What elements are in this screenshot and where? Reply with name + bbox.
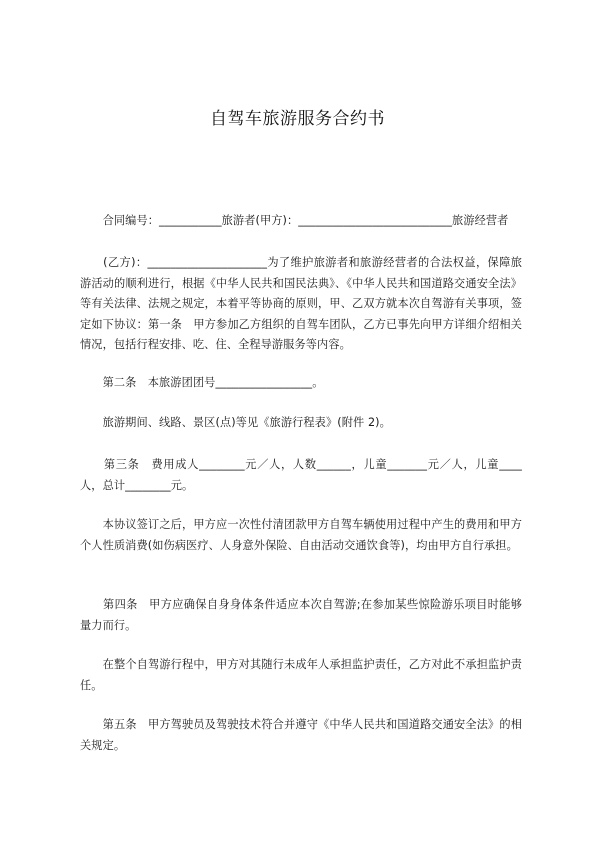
preamble-paragraph: (乙方)：_____________________为了维护旅游者和旅游经营者的合法权益，保障旅游活动的顺利进行，根据《中华人民共和国民法典》、《中华人民共和国道路交通安全法》等有关法律、法规之规定，本着平等协商的原则，甲、乙双方就本次自驾游有关事项，签定如下协议：第一条 甲方参加乙方组织的自驾车团队，乙方已事先向甲方详细介绍相关情况，包括行程安排、吃、住、全程导游服务等内容。 [80,256,522,351]
guardianship-paragraph: 在整个自驾游行程中，甲方对其随行未成年人承担监护责任，乙方对此不承担监护责任。 [80,658,522,692]
itinerary-paragraph: 旅游期间、线路、景区(点)等见《旅游行程表》(附件 2)。 [80,416,391,429]
article-5-paragraph: 第五条 甲方驾驶员及驾驶技术符合并遵守《中华人民共和国道路交通安全法》的相关规定。 [80,718,522,752]
article-3-paragraph: 第三条 费用成人________元／人，人数______，儿童_______元／人，儿童____人，总计________元。 [80,458,522,492]
document-title: 自驾车旅游服务合约书 [210,109,385,129]
article-4-paragraph: 第四条 甲方应确保自身身体条件适应本次自驾游;在参加某些惊险游乐项目时能够量力而行。 [80,598,522,632]
payment-paragraph: 本协议签订之后，甲方应一次性付清团款甲方自驾车辆使用过程中产生的费用和甲方个人性质消费(如伤病医疗、人身意外保险、自由活动交通饮食等)，均由甲方自行承担。 [80,518,522,552]
article-2-paragraph: 第二条 本旅游团团号_________________。 [80,376,324,389]
contract-number-line: 合同编号：___________旅游者(甲方)：___________________________旅游经营者 [80,214,509,227]
